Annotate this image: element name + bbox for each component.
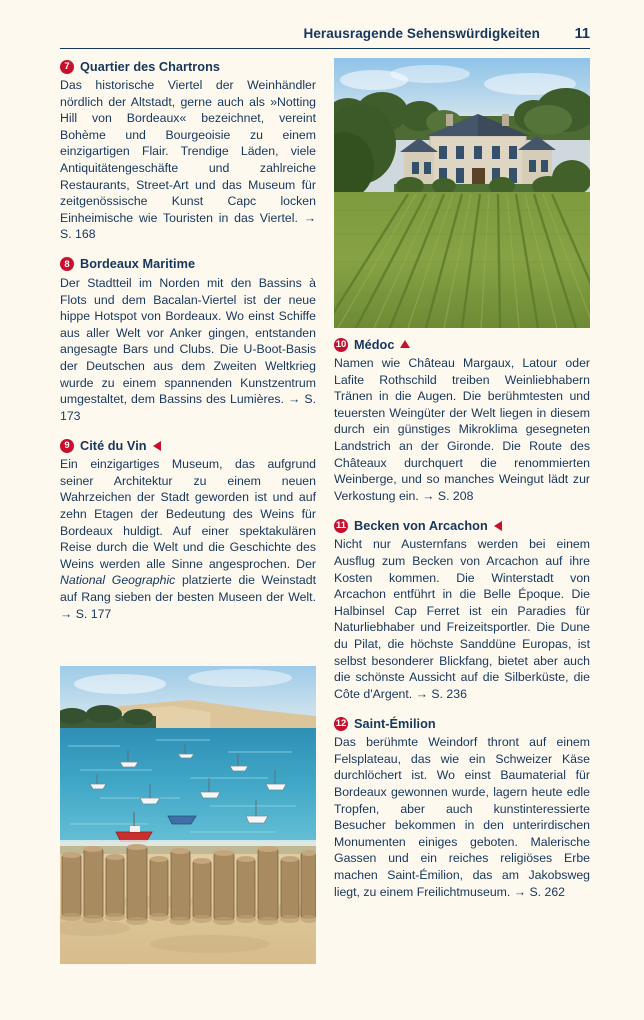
entry-body: Das berühmte Weindorf thront auf einem Felsplateau, das wie ein Schweizer Käse durchlöchert ist. Wo einst Baumaterial für Bordeaux gewonnen wurde, lagern heute edle Tropfen, aber auch kunstinteressierte Besucher bekommen in den unterirdischen Monumenten einiges geboten. Malerische Gassen und ein reiches religiöses Erbe machen Saint-Émilion, das am Jakobsweg liegt, zu einem Freilichtmuseum. → S. 262 (334, 735, 590, 899)
entry-number-badge: 8 (60, 257, 74, 271)
triangle-up-icon (400, 340, 410, 348)
triangle-left-icon (494, 521, 502, 531)
entry-body: Das historische Viertel der Weinhändler nördlich der Altstadt, gerne auch als »Notting Hill von Bordeaux« bezeichnet, vereint Bohème und Bourgeoisie zu einem einzigartigen Flair. Trendige Läden, viele Antiquitätengeschäfte und zahlreiche Restaurants, Street-Art und das Museum für zeitgenössische Kunst Capc locken Einheimische wie Touristen in das Viertel. → S. 168 (60, 78, 316, 242)
entry-bordeaux-maritime (60, 256, 316, 424)
header-divider (60, 48, 590, 49)
page-number: 11 (574, 26, 590, 42)
entry-body (60, 456, 316, 622)
entry-heading (334, 715, 590, 732)
entry-body: Der Stadtteil im Norden mit den Bassins à Flots und dem Bacalan-Viertel ist der neue hippe Hotspot von Bordeaux. Wo einst Schiffe aus aller Welt vor Anker gingen, entstanden angesagte Bars und Clubs. Die U-Boot-Basis der Deutschen aus dem Zweiten Weltkrieg wurde zu einem spannenden Kunstzentrum umgestaltet, dem Bassins des Lumières. → S. 173 (60, 275, 316, 423)
entry-title: Quartier des Chartrons (80, 59, 220, 74)
entry-title: Bordeaux Maritime (80, 257, 196, 272)
entry-medoc (334, 336, 590, 504)
right-column (334, 336, 590, 913)
entry-title: Becken von Arcachon (354, 518, 488, 533)
entry-cite-du-vin (60, 437, 316, 622)
entry-quartier-des-chartrons (60, 58, 316, 243)
entry-heading (60, 256, 316, 273)
page-header (60, 26, 590, 42)
entry-heading (334, 336, 590, 353)
entry-title: Saint-Émilion (354, 716, 436, 731)
entry-title: Cité du Vin (80, 438, 147, 453)
entry-number-badge: 11 (335, 520, 347, 532)
arcachon-beach-photo (60, 666, 316, 964)
entry-becken-von-arcachon (334, 517, 590, 702)
entry-body: Namen wie Château Margaux, Latour oder Lafite Rothschild treiben Weinliebhabern Tränen in die Augen. Die berühmtesten und teuersten Weingüter der Welt liegen in diesem durch ein günstiges Mikroklima gesegneten Landstrich an der Gironde. Die Route des Châteaux durchquert die renommierten Weinberge, und so manches Weingut lädt zur Verkostung ein. → S. 208 (334, 356, 590, 503)
entry-heading (60, 437, 316, 454)
entry-body-italic: National Geographic (60, 573, 176, 588)
entry-number-badge: 10 (335, 338, 347, 350)
entry-body-part-2: platzierte die Weinstadt auf Rang sieben der besten Museen der Welt. → S. 177 (60, 573, 316, 621)
entry-number-badge: 7 (60, 60, 74, 74)
entry-heading (60, 58, 316, 75)
entry-body: Nicht nur Austernfans werden bei einem Ausflug zum Becken von Arcachon auf ihre Kosten kommen. Die Winterstadt von Arcachon entführt in die Belle Époque. Die Halbinsel Cap Ferret ist ein Paradies für Naturliebhaber und Freizeitsportler. Die Dune du Pilat, die höchste Sanddüne Europas, ist selbst besonderer Blickfang, bietet aber auch die schönste Aussicht auf die Silberküste, die Côte d'Argent. → S. 236 (334, 537, 590, 701)
entry-body-part-1: Ein einzigartiges Museum, das aufgrund seiner Architektur zu einem neuen Wahrzeichen der Stadt geworden ist und auf zehn Etagen der Bedeutung des Weins für Bordeaux huldigt. Auf einer spektakulären Reise durch die Welt und die Geschichte des Weins werden alle Sinne angesprochen. Der (60, 457, 316, 571)
entry-number-badge: 9 (60, 439, 74, 453)
entry-title: Médoc (354, 337, 395, 352)
entry-number-badge: 12 (335, 718, 347, 730)
page-title: Herausragende Sehenswürdigkeiten (303, 26, 540, 41)
entry-heading (334, 517, 590, 534)
entry-saint-emilion (334, 715, 590, 900)
left-column (60, 58, 316, 635)
chateau-vineyard-photo (334, 58, 590, 328)
triangle-left-icon (153, 441, 161, 451)
